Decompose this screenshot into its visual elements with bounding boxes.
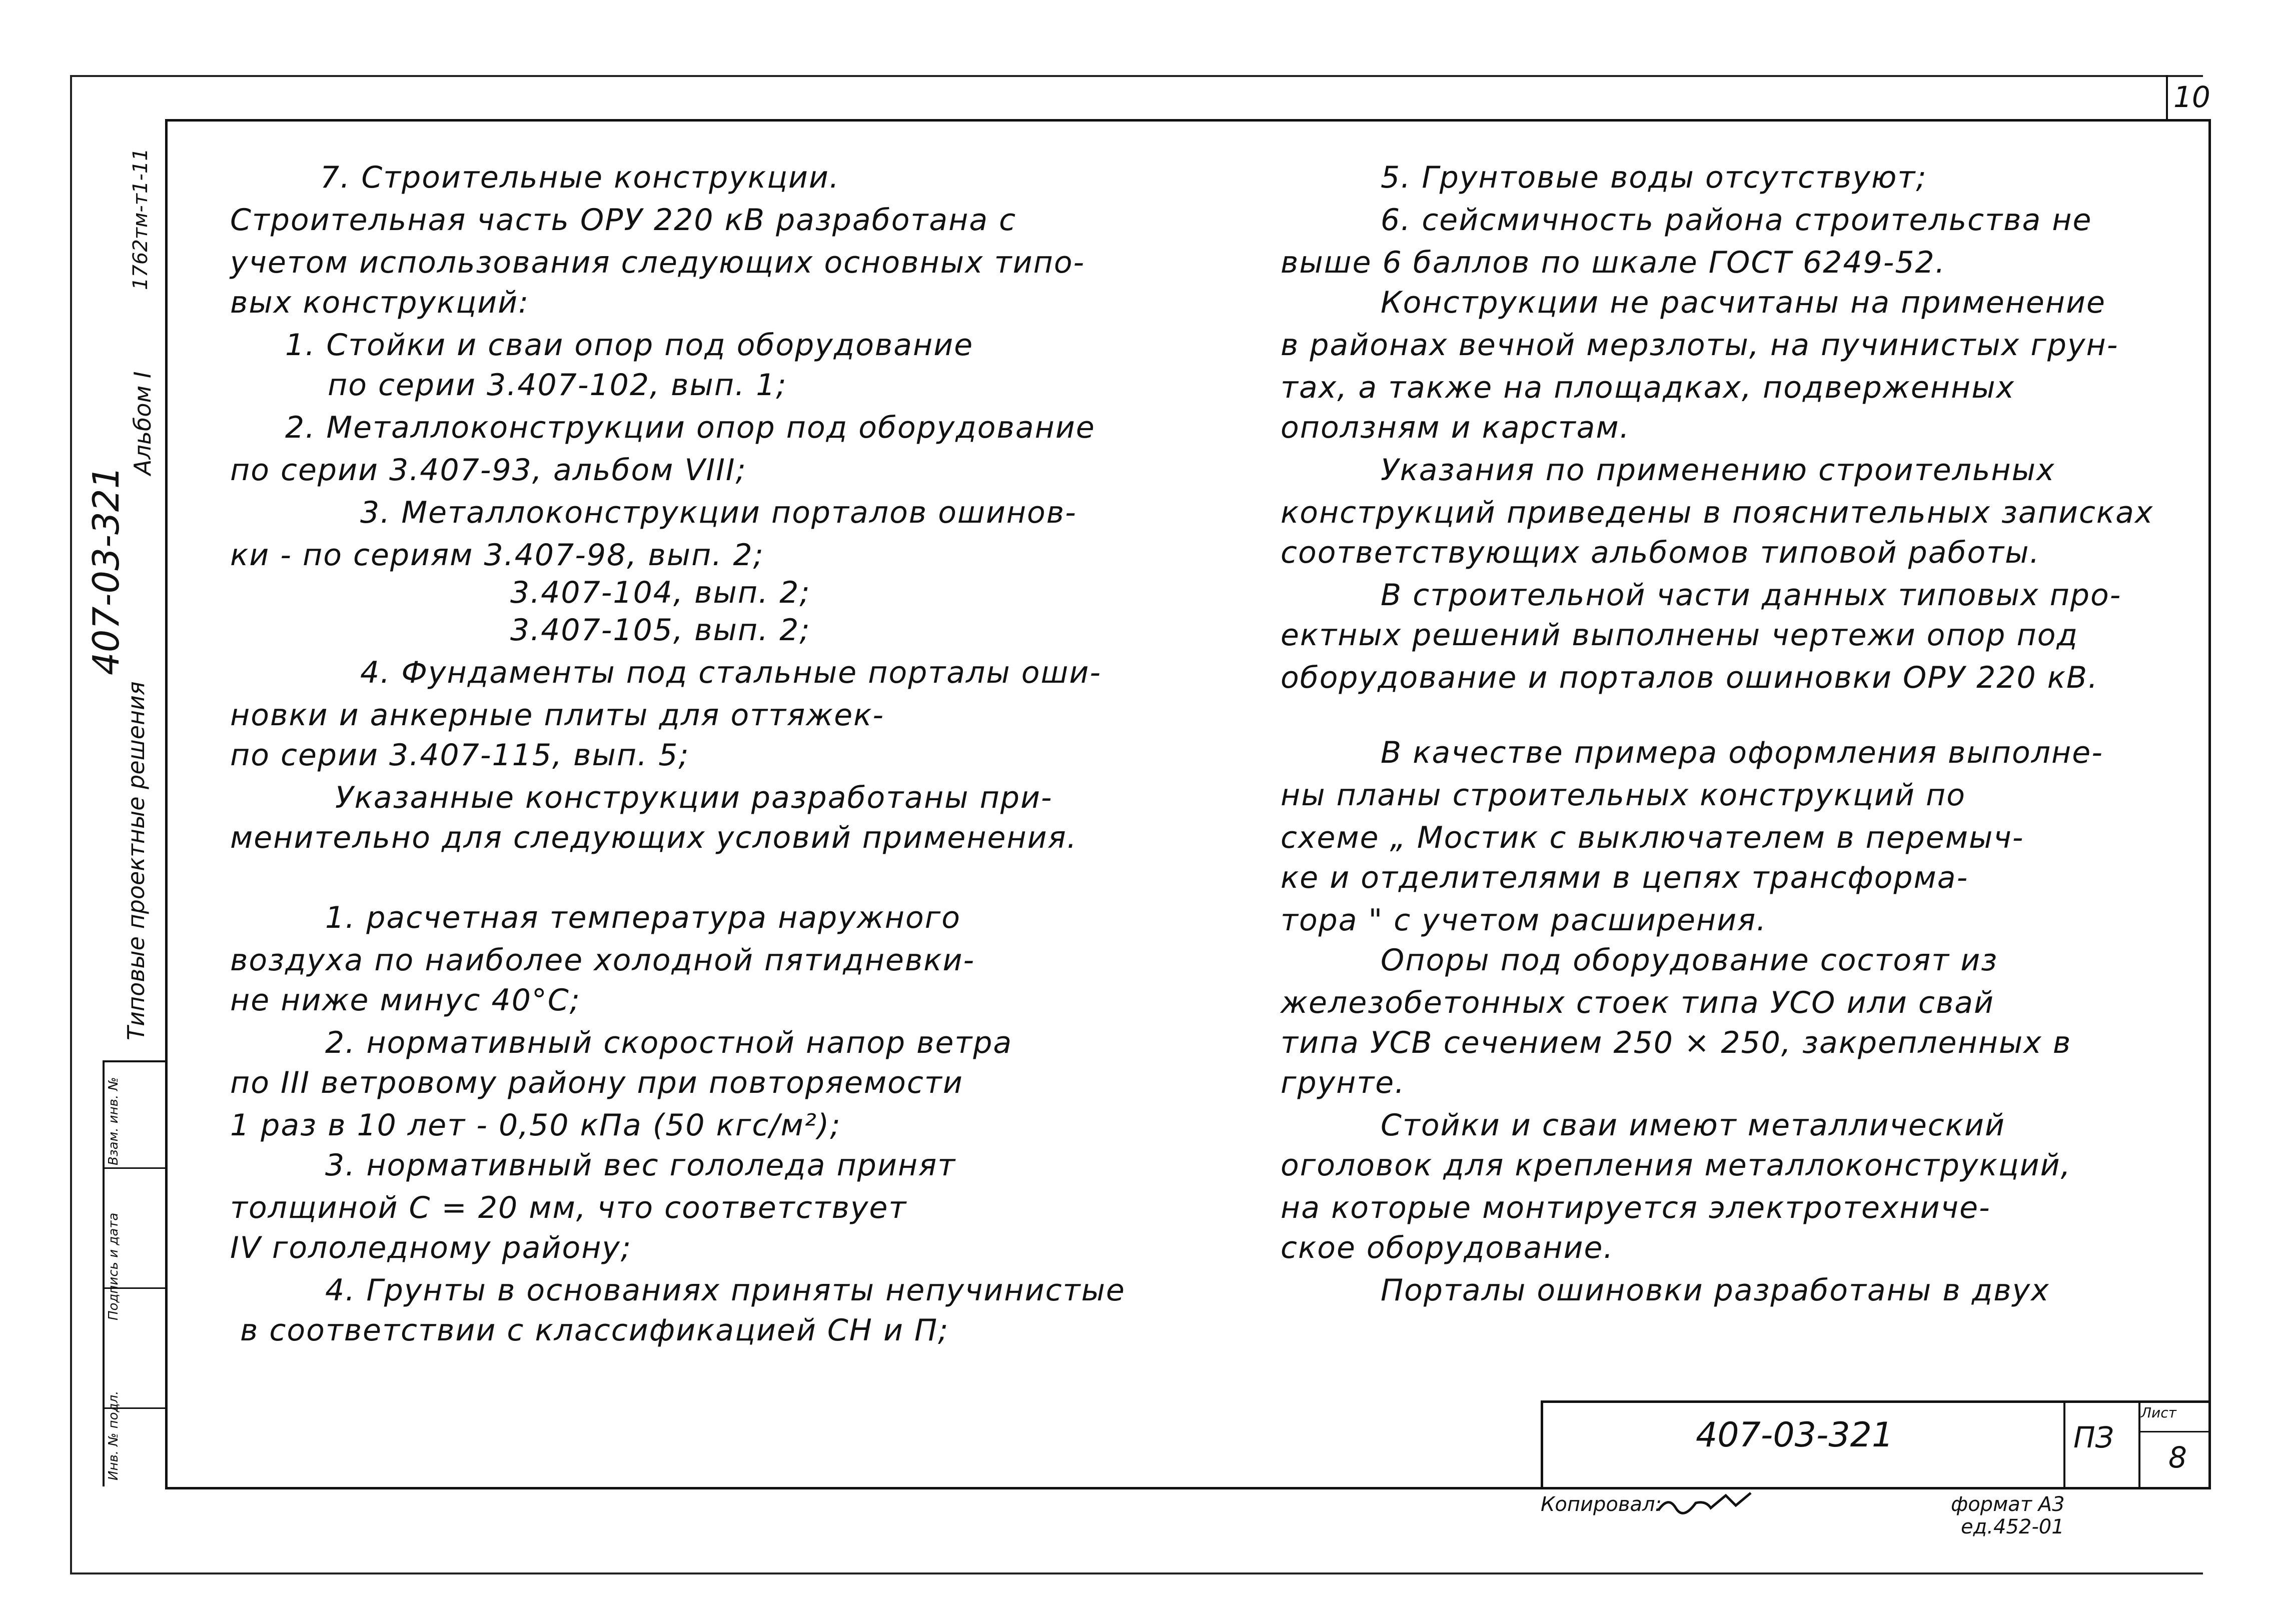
text-line: 3.407-104, вып. 2; xyxy=(510,575,811,610)
format-label: формат А3 xyxy=(1951,1493,2065,1516)
text-line: В качестве примера оформления выполне- xyxy=(1381,735,2103,770)
title-block-doc-code: ПЗ xyxy=(2073,1420,2114,1454)
text-line: 4. Фундаменты под стальные порталы оши- xyxy=(360,655,1102,690)
text-line: 3. Металлоконструкции порталов ошинов- xyxy=(360,495,1077,530)
text-line: 3.407-105, вып. 2; xyxy=(510,613,811,648)
section-heading: 7. Строительные конструкции. xyxy=(320,160,840,195)
text-line: Указанные конструкции разработаны при- xyxy=(335,780,1053,815)
title-block-sheet-number: 8 xyxy=(2168,1440,2187,1474)
text-line: ке и отделителями в цепях трансформа- xyxy=(1281,860,1969,895)
format-code: ед.452-01 xyxy=(1961,1515,2064,1538)
copied-by-label: Копировал: xyxy=(1541,1493,1662,1516)
text-line: 2. нормативный скоростной напор ветра xyxy=(325,1025,1013,1060)
sidebar-code: 1762тм-т1-11 xyxy=(129,148,152,290)
text-line: В строительной части данных типовых про- xyxy=(1381,578,2122,613)
sidebar-album: Альбом I xyxy=(129,371,156,475)
text-line: Строительная часть ОРУ 220 кВ разработана с xyxy=(230,203,1017,238)
text-line: IV гололедному району; xyxy=(230,1230,632,1265)
text-line: схеме „ Мостик с выключателем в перемыч- xyxy=(1281,820,2024,855)
text-line: воздуха по наиболее холодной пятидневки- xyxy=(230,943,975,978)
text-line: менительно для следующих условий применения. xyxy=(230,820,1077,855)
text-line: железобетонных стоек типа УСО или свай xyxy=(1281,985,1994,1020)
text-line: типа УСВ сечением 250 × 250, закрепленных в xyxy=(1281,1025,2072,1060)
text-line: 6. сейсмичность района строительства не xyxy=(1381,203,2092,238)
text-line: конструкций приведены в пояснительных записках xyxy=(1281,495,2154,530)
text-line: 5. Грунтовые воды отсутствуют; xyxy=(1381,160,1927,195)
text-line: ны планы строительных конструкций по xyxy=(1281,778,1966,813)
sidebar-title: Типовые проектные решения xyxy=(123,681,150,1040)
title-block-sheet-label: Лист xyxy=(2141,1404,2176,1421)
text-line: грунте. xyxy=(1281,1065,1406,1100)
stamp-label-replace: Взам. инв. № xyxy=(106,1077,121,1165)
text-line: в районах вечной мерзлоты, на пучинистых грун- xyxy=(1281,328,2119,363)
stamp-label-inv: Инв. № подл. xyxy=(106,1390,121,1480)
text-line: оголовок для крепления металлоконструкций, xyxy=(1281,1148,2071,1183)
text-line: в соответствии с классификацией СН и П; xyxy=(240,1313,949,1348)
text-line: соответствующих альбомов типовой работы. xyxy=(1281,535,2040,570)
text-line: оборудование и порталов ошиновки ОРУ 220 кВ. xyxy=(1281,660,2099,695)
text-line: Конструкции не расчитаны на применение xyxy=(1381,285,2106,320)
copied-by-signature xyxy=(1656,1485,1756,1520)
text-line: на которые монтируется электротехниче- xyxy=(1281,1190,1991,1225)
text-line: тора " с учетом расширения. xyxy=(1281,903,1767,938)
text-line: учетом использования следующих основных типо- xyxy=(230,245,1085,280)
text-line: Порталы ошиновки разработаны в двух xyxy=(1381,1273,2050,1308)
title-block-designation: 407-03-321 xyxy=(1696,1415,1894,1455)
text-line: по серии 3.407-115, вып. 5; xyxy=(230,738,690,773)
text-line: 3. нормативный вес гололеда принят xyxy=(325,1148,956,1183)
text-line: не ниже минус 40°С; xyxy=(230,983,581,1018)
stamp-label-sign: Подпись и дата xyxy=(106,1212,121,1320)
text-line: новки и анкерные плиты для оттяжек- xyxy=(230,698,885,733)
text-line: ки - по сериям 3.407-98, вып. 2; xyxy=(230,538,764,573)
text-line: ектных решений выполнены чертежи опор под xyxy=(1281,618,2078,653)
text-line: Стойки и сваи имеют металлический xyxy=(1381,1108,2005,1143)
text-line: вых конструкций: xyxy=(230,285,530,320)
text-line: толщиной С = 20 мм, что соответствует xyxy=(230,1190,907,1225)
text-line: выше 6 баллов по шкале ГОСТ 6249-52. xyxy=(1281,245,1946,280)
text-line: тах, а также на площадках, подверженных xyxy=(1281,370,2015,405)
page-number: 10 xyxy=(2173,80,2210,114)
text-line: оползням и карстам. xyxy=(1281,410,1630,445)
text-line: 2. Металлоконструкции опор под оборудование xyxy=(285,410,1095,445)
text-line: 4. Грунты в основаниях приняты непучинистые xyxy=(325,1273,1125,1308)
text-line: по серии 3.407-93, альбом VIII; xyxy=(230,453,747,488)
text-line: Указания по применению строительных xyxy=(1381,453,2055,488)
text-line: Опоры под оборудование состоят из xyxy=(1381,943,1998,978)
text-line: ское оборудование. xyxy=(1281,1230,1614,1265)
text-line: по серии 3.407-102, вып. 1; xyxy=(328,368,787,403)
sidebar-designation: 407-03-321 xyxy=(85,466,127,675)
text-line: по III ветровому району при повторяемости xyxy=(230,1065,963,1100)
text-line: 1. Стойки и сваи опор под оборудование xyxy=(285,328,974,363)
text-line: 1 раз в 10 лет - 0,50 кПа (50 кгс/м²); xyxy=(230,1108,841,1143)
text-line: 1. расчетная температура наружного xyxy=(325,900,961,935)
